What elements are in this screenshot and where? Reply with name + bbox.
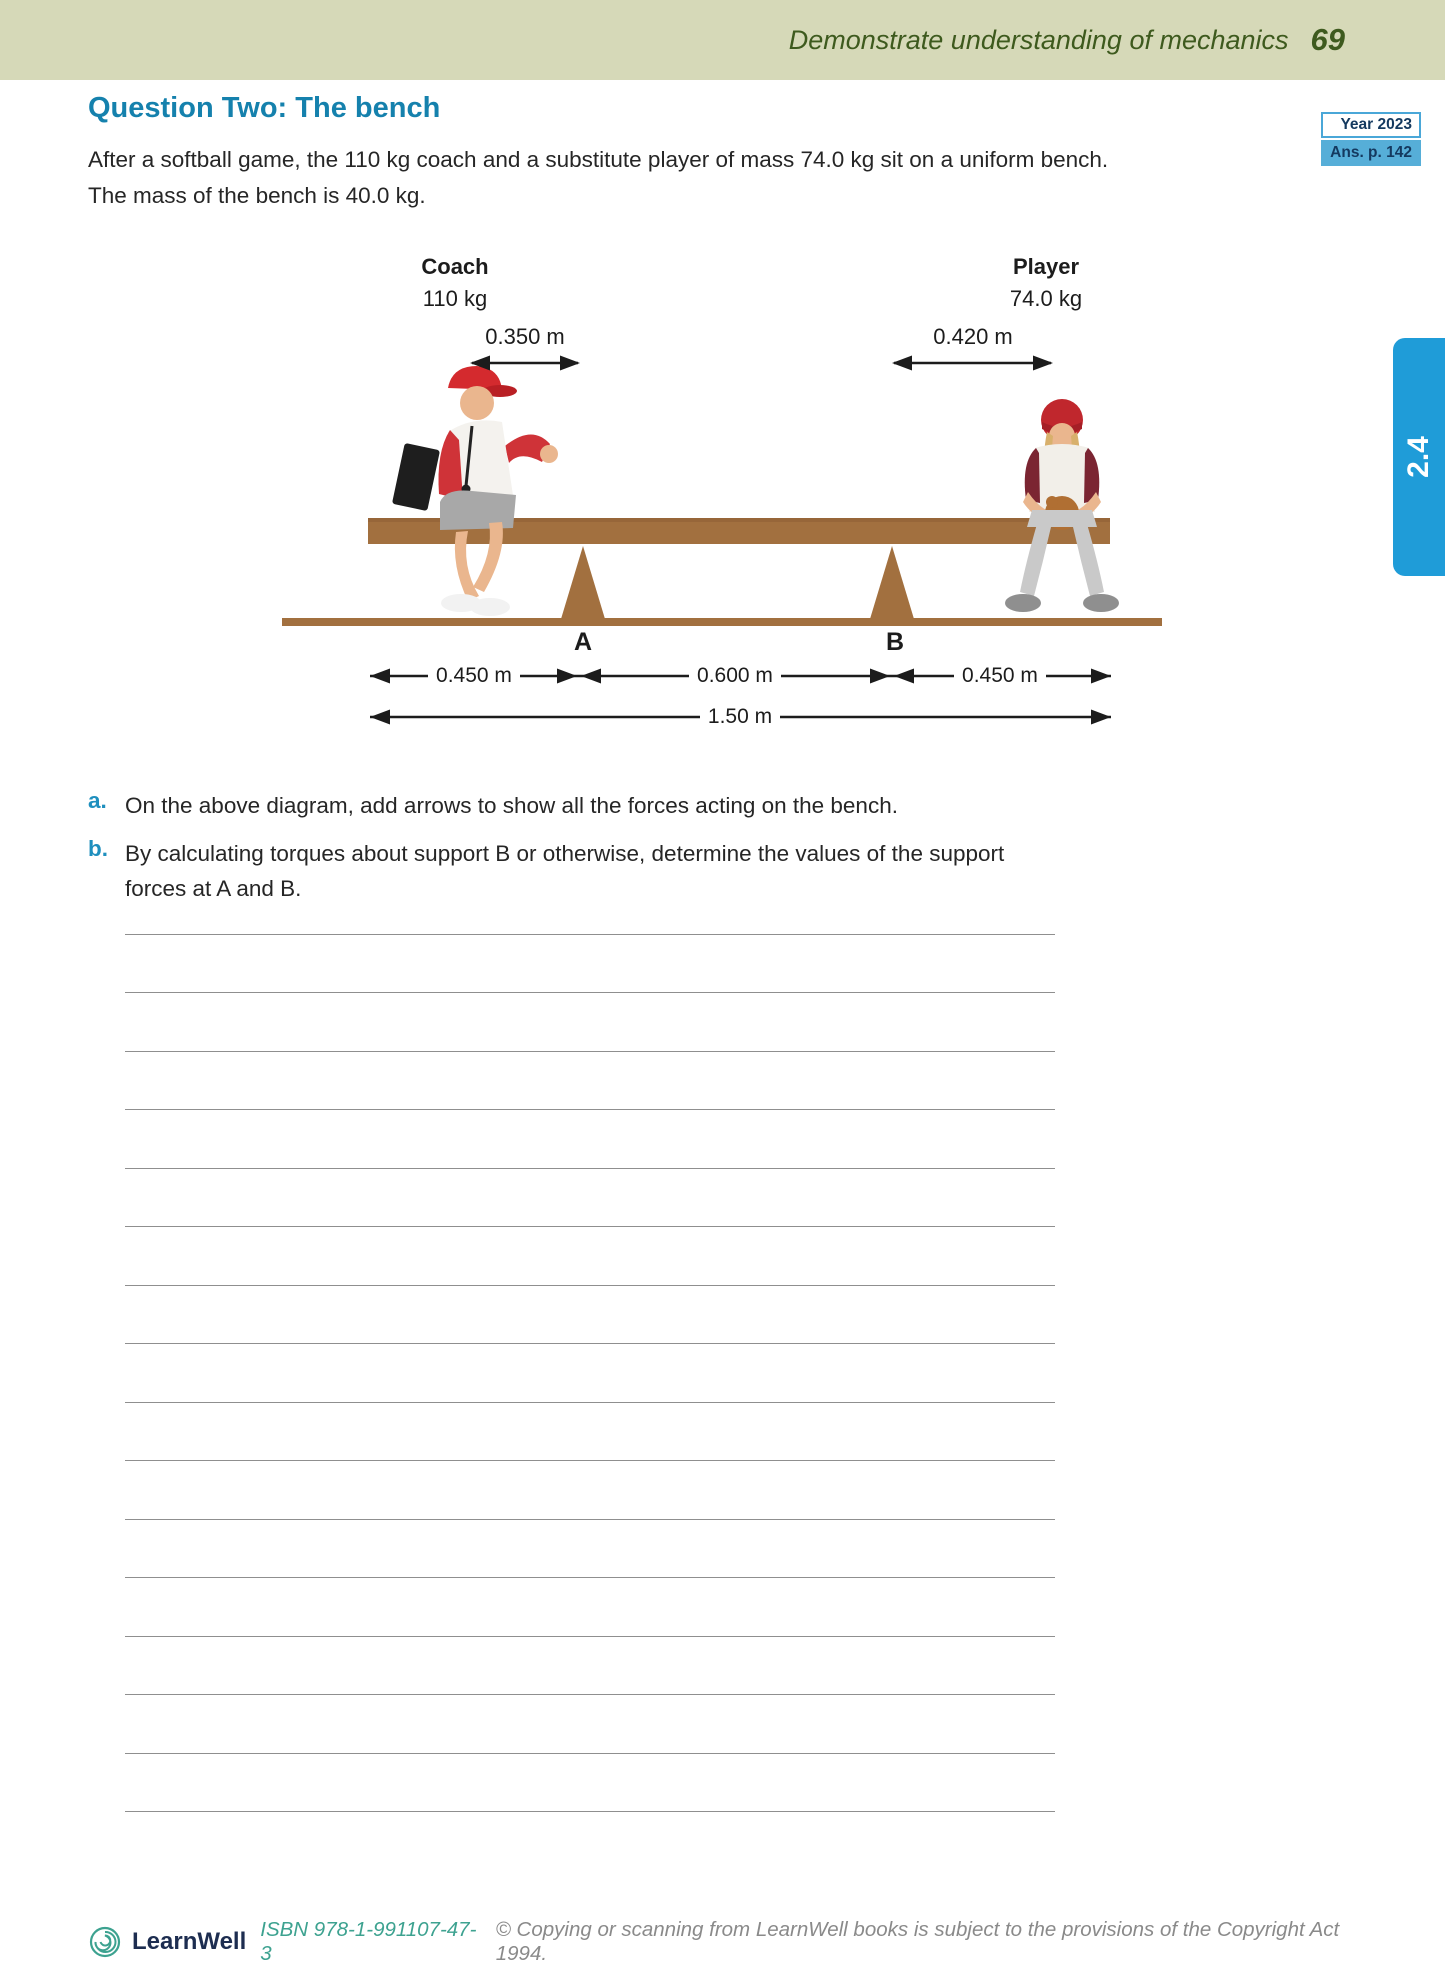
- total-length-label: [660, 701, 820, 733]
- coach-head: [460, 386, 494, 420]
- answer-line: [125, 1754, 1055, 1813]
- arrow-head: [560, 356, 580, 371]
- coach-hand: [540, 445, 558, 463]
- support-b-label: B: [885, 628, 905, 656]
- question-intro: [88, 142, 1358, 214]
- answer-line: [125, 1286, 1055, 1345]
- intro-line-2: The mass of the bench is 40.0 kg.: [88, 183, 426, 208]
- footer-brand: LearnWell: [132, 1928, 247, 1955]
- footer: [88, 1918, 1388, 1966]
- coach-figure: [392, 366, 558, 616]
- player-mass-label: 74.0 kg: [1009, 286, 1083, 311]
- player-label: Player: [1012, 254, 1080, 279]
- header-band: [0, 0, 1445, 80]
- answer-line: [125, 1461, 1055, 1520]
- answer-line: [125, 1520, 1055, 1579]
- answer-line: [125, 935, 1055, 994]
- coach-shorts: [440, 490, 516, 530]
- player-shoe-left: [1005, 594, 1041, 612]
- answer-lines: [125, 876, 1055, 1812]
- arrow-head: [370, 669, 390, 684]
- player-offset-label: 0.420 m: [933, 324, 1013, 349]
- answer-line: [125, 1578, 1055, 1637]
- part-b-text: By calculating torques about support B or otherwise, determine the values of the support forces at A and B.: [125, 841, 1005, 901]
- section-tab: [1393, 338, 1445, 576]
- bench-diagram: [0, 250, 1445, 750]
- support-a-label: A: [573, 628, 593, 656]
- learnwell-logo-icon: [88, 1925, 122, 1959]
- footer-isbn: ISBN 978-1-991107-47-3: [260, 1918, 477, 1965]
- answer-line: [125, 1403, 1055, 1462]
- ground-line: [282, 618, 1162, 626]
- intro-line-1: After a softball game, the 110 kg coach and a substitute player of mass 74.0 kg sit on a uniform bench.: [88, 147, 1109, 172]
- coach-clipboard: [392, 443, 440, 511]
- section-tab-label: 2.4: [1402, 436, 1435, 478]
- answer-line: [125, 876, 1055, 935]
- header-title: Demonstrate understanding of mechanics: [788, 24, 1289, 55]
- arrow-head: [581, 669, 601, 684]
- arrow-head: [1091, 710, 1111, 725]
- player-shoe-right: [1083, 594, 1119, 612]
- footer-copyright: © Copying or scanning from LearnWell books is subject to the provisions of the Copyright Act 1994.: [495, 1918, 1340, 1965]
- part-b-letter: b.: [88, 836, 108, 861]
- arrow-head: [370, 710, 390, 725]
- part-a-letter: a.: [88, 788, 107, 813]
- arrow-head: [892, 356, 912, 371]
- answer-line: [125, 1695, 1055, 1754]
- segment-right-value: 0.450 m: [954, 664, 1046, 687]
- coach-shoe-2: [470, 598, 510, 616]
- answer-line: [125, 1637, 1055, 1696]
- coach-offset-label: 0.350 m: [485, 324, 565, 349]
- arrow-head: [894, 669, 914, 684]
- segment-mid-value: 0.600 m: [689, 664, 781, 687]
- answer-line: [125, 1052, 1055, 1111]
- question-title: Question Two: The bench: [88, 92, 441, 124]
- total-length-value: 1.50 m: [700, 705, 780, 728]
- part-a: [88, 788, 1070, 823]
- segment-left-value: 0.450 m: [428, 664, 520, 687]
- year-badge: Year 2023: [1321, 112, 1421, 138]
- answer-line: [125, 1169, 1055, 1228]
- page-number: 69: [1310, 22, 1345, 57]
- support-a-triangle: [561, 546, 605, 619]
- segment-left-label: [404, 660, 544, 692]
- coach-label: Coach: [421, 254, 489, 279]
- arrow-head: [1033, 356, 1053, 371]
- support-b-triangle: [870, 546, 914, 619]
- segment-mid-label: [665, 660, 805, 692]
- segment-right-label: [930, 660, 1070, 692]
- coach-mass-label: 110 kg: [422, 286, 488, 311]
- player-figure: [1005, 399, 1119, 612]
- arrow-head: [1091, 669, 1111, 684]
- player-glove-thumb: [1046, 496, 1058, 508]
- arrow-head: [557, 669, 577, 684]
- answer-line: [125, 1110, 1055, 1169]
- answer-line: [125, 1344, 1055, 1403]
- arrow-head: [870, 669, 890, 684]
- part-a-text: On the above diagram, add arrows to show all the forces acting on the bench.: [125, 793, 898, 818]
- answer-line: [125, 1227, 1055, 1286]
- answer-line: [125, 993, 1055, 1052]
- answer-page-badge: Ans. p. 142: [1321, 140, 1421, 166]
